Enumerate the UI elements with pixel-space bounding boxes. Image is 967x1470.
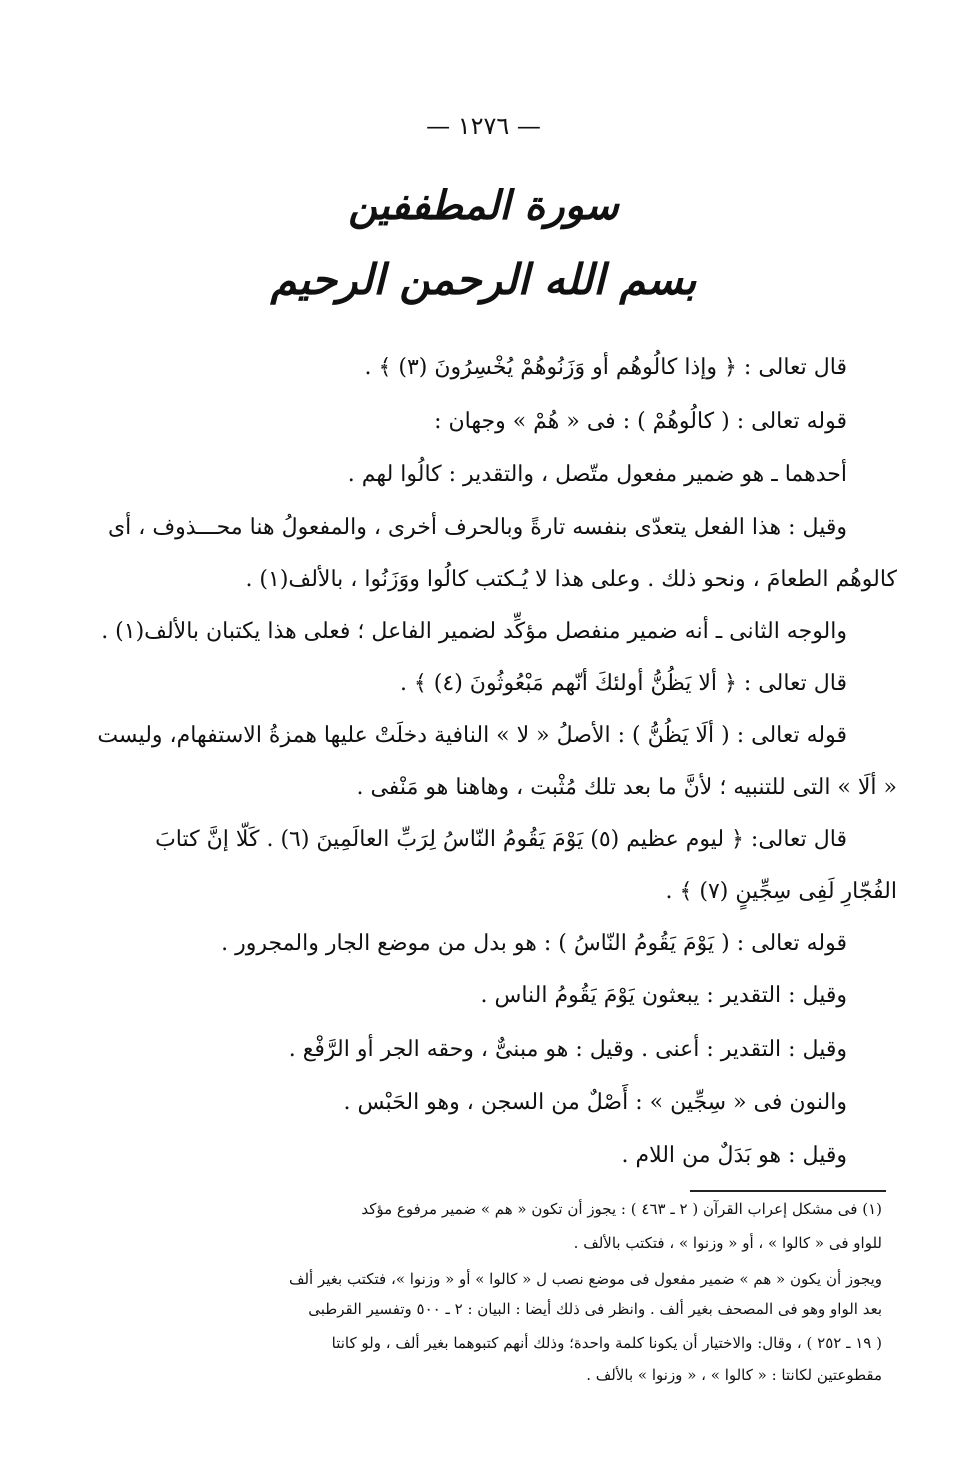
body-line: قال تعالى: ﴿ ليوم عظيم (٥) يَوْمَ يَقُومُ النّاسُ لِرَبِّ العالَمِينَ (٦) . كَلّا إنَّ كتابَ bbox=[155, 827, 847, 852]
body-line: قوله تعالى : ( يَوْمَ يَقُومُ النّاسُ ) : هو بدل من موضع الجار والمجرور . bbox=[221, 931, 847, 956]
body-line: وقيل : هو بَدَلٌ من اللام . bbox=[621, 1143, 847, 1168]
footnote-line: (١) فى مشكل إعراب القرآن ( ٢ ـ ٤٦٣ ) : يجوز أن تكون « هم » ضمير مرفوع مؤكد bbox=[361, 1200, 882, 1218]
body-line: « ألَا » التى للتنبيه ؛ لأنَّ ما بعد تلك مُثْبت ، وهاهنا هو مَنْفى . bbox=[356, 775, 897, 800]
footnote-line: ( ١٩ ـ ٢٥٢ ) ، وقال: والاختيار أن يكونا كلمة واحدة؛ وذلك أنهم كتبوهما بغير ألف ، ولو كانتا bbox=[331, 1334, 882, 1352]
body-line: قال تعالى : ﴿ ألا يَظُنُّ أولئكَ أنّهم مَبْعُوثُونَ (٤) ﴾ . bbox=[399, 671, 847, 696]
body-line: وقيل : التقدير : يبعثون يَوْمَ يَقُومُ الناس . bbox=[480, 983, 847, 1008]
body-line: قوله تعالى : ( ألَا يَظُنُّ ) : الأصلُ « لا » النافية دخلَتْ عليها همزةُ الاستفهام، وليست bbox=[97, 723, 847, 748]
body-line: أحدهما ـ هو ضمير مفعول متّصل ، والتقدير : كالُوا لهم . bbox=[347, 462, 847, 487]
page-number: — ١٢٧٦ — bbox=[426, 112, 541, 140]
body-line: الفُجّارِ لَفِى سِجِّينٍ (٧) ﴾ . bbox=[665, 879, 897, 904]
body-line: وقيل : هذا الفعل يتعدّى بنفسه تارةً وبالحرف أخرى ، والمفعولُ هنا محـــذوف ، أى bbox=[107, 515, 847, 540]
body-line: وقيل : التقدير : أعنى . وقيل : هو مبنىٌّ ، وحقه الجر أو الرَّفْع . bbox=[288, 1037, 847, 1062]
surah-title: سورة المطففين bbox=[348, 182, 619, 229]
body-line: قوله تعالى : ( كالُوهُمْ ) : فى « هُمْ » وجهان : bbox=[434, 409, 847, 434]
footnote-line: بعد الواو وهو فى المصحف بغير ألف . وانظر فى ذلك أيضا : البيان : ٢ ـ ٥٠٠ وتفسير القرطبى bbox=[308, 1300, 882, 1318]
body-line: قال تعالى : ﴿ وإذا كالُوهُم أو وَزَنُوهُمْ يُخْسِرُونَ (٣) ﴾ . bbox=[364, 355, 847, 380]
basmala: بسم الله الرحمن الرحيم bbox=[270, 255, 697, 304]
body-line: والوجه الثانى ـ أنه ضمير منفصل مؤكِّد لضمير الفاعل ؛ فعلى هذا يكتبان بالألف(١) . bbox=[101, 619, 847, 644]
footnote-line: للواو فى « كالوا » ، أو « وزنوا » ، فتكتب بالألف . bbox=[573, 1234, 882, 1252]
footnote-divider bbox=[690, 1190, 886, 1192]
body-line: والنون فى « سِجِّين » : أَصْلٌ من السجن ، وهو الحَبْس . bbox=[343, 1090, 847, 1115]
footnote-line: ويجوز أن يكون « هم » ضمير مفعول فى موضع نصب ل « كالوا » أو « وزنوا »، فتكتب بغير ألف bbox=[288, 1270, 882, 1288]
body-line: كالوهُم الطعامَ ، ونحو ذلك . وعلى هذا لا يُـكتب كالُوا ووَزَنُوا ، بالألف(١) . bbox=[245, 567, 897, 592]
footnote-line: مقطوعتين لكانتا : « كالوا » ، « وزنوا » بالألف . bbox=[586, 1366, 882, 1384]
